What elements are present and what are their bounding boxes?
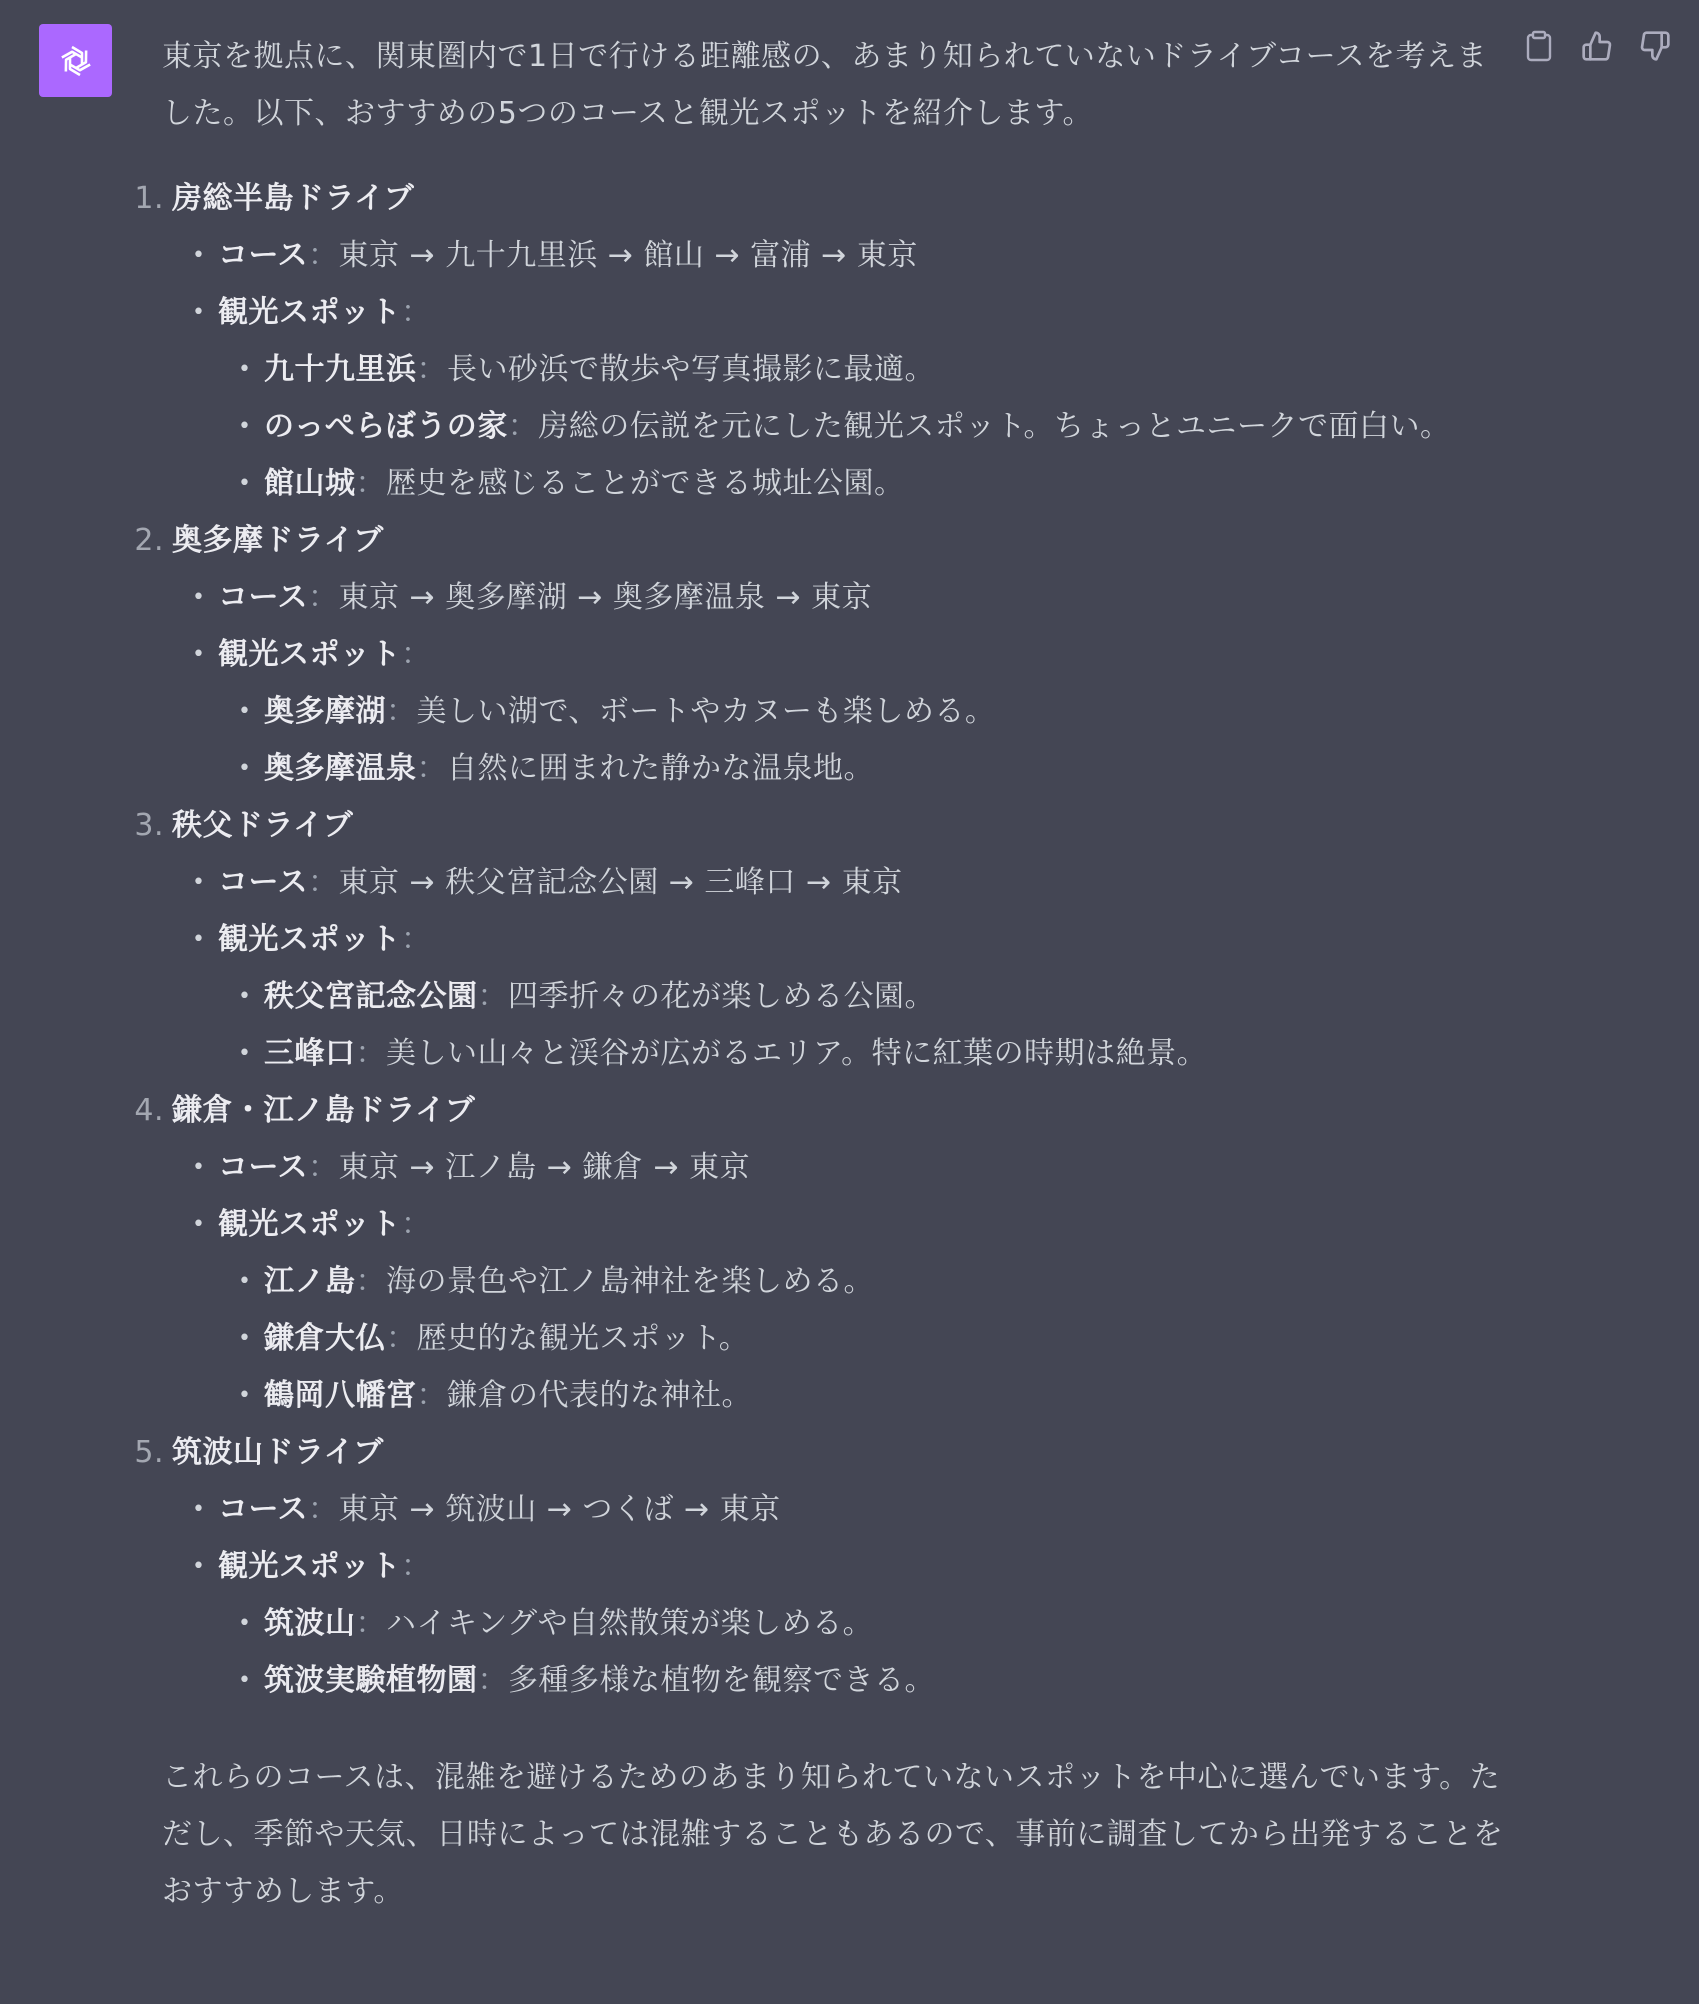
spot-description: 歴史を感じることができる城址公園。 bbox=[386, 466, 905, 501]
bullet bbox=[238, 1652, 251, 1709]
bullet bbox=[192, 1538, 205, 1595]
course-route-item bbox=[218, 227, 1475, 284]
bullet bbox=[238, 1025, 251, 1082]
spot-description: 房総の伝説を元にした観光スポット。ちょっとユニークで面白い。 bbox=[538, 409, 1451, 444]
assistant-message bbox=[134, 28, 1507, 1920]
spot-name: のっぺらぼうの家 bbox=[264, 409, 508, 444]
spot-item bbox=[264, 1652, 1475, 1709]
course-route-item bbox=[218, 854, 1475, 911]
bullet bbox=[238, 455, 251, 512]
bullet bbox=[238, 398, 251, 455]
spot-item bbox=[264, 1367, 1475, 1424]
course-route: 東京 → 秩父宮記念公園 → 三峰口 → 東京 bbox=[338, 865, 903, 900]
spot-name: 奥多摩湖 bbox=[264, 694, 386, 729]
bullet bbox=[238, 1310, 251, 1367]
course-number: 2. bbox=[134, 523, 164, 558]
course-route-item bbox=[218, 569, 1475, 626]
separator: ： bbox=[416, 1378, 447, 1413]
message-actions bbox=[1523, 30, 1671, 62]
course-details bbox=[172, 569, 1475, 797]
spot-description: ハイキングや自然散策が楽しめる。 bbox=[386, 1606, 874, 1641]
separator: ： bbox=[308, 865, 339, 900]
spot-item bbox=[264, 683, 1475, 740]
spot-description: 美しい湖で、ボートやカヌーも楽しめる。 bbox=[416, 694, 996, 729]
spot-list bbox=[218, 1595, 1475, 1709]
spot-description: 海の景色や江ノ島神社を楽しめる。 bbox=[386, 1264, 874, 1299]
copy-button[interactable] bbox=[1523, 30, 1555, 62]
openai-logo-icon bbox=[54, 39, 98, 83]
separator: ： bbox=[355, 1036, 386, 1071]
bullet bbox=[192, 911, 205, 968]
course-number: 3. bbox=[134, 808, 164, 843]
bullet bbox=[192, 1481, 205, 1538]
separator: ： bbox=[308, 238, 339, 273]
separator: ： bbox=[401, 637, 432, 672]
course-title: 房総半島ドライブ bbox=[172, 181, 415, 216]
course-item bbox=[130, 512, 1475, 797]
spot-description: 美しい山々と渓谷が広がるエリア。特に紅葉の時期は絶景。 bbox=[386, 1036, 1208, 1071]
spots-label: 観光スポット bbox=[218, 922, 401, 957]
spot-item bbox=[264, 968, 1475, 1025]
spot-item bbox=[264, 341, 1475, 398]
separator: ： bbox=[308, 580, 339, 615]
bullet bbox=[238, 968, 251, 1025]
separator: ： bbox=[416, 352, 447, 387]
course-title: 奥多摩ドライブ bbox=[172, 523, 384, 558]
course-route-label: コース bbox=[218, 580, 308, 615]
separator: ： bbox=[401, 922, 432, 957]
separator: ： bbox=[401, 295, 432, 330]
spot-item bbox=[264, 398, 1475, 455]
course-number: 1. bbox=[134, 181, 164, 216]
spot-name: 鎌倉大仏 bbox=[264, 1321, 386, 1356]
spot-name: 筑波山 bbox=[264, 1606, 356, 1641]
bullet bbox=[192, 626, 205, 683]
spots-label: 観光スポット bbox=[218, 637, 401, 672]
spot-list bbox=[218, 968, 1475, 1082]
separator: ： bbox=[401, 1207, 432, 1242]
spot-name: 館山城 bbox=[264, 466, 356, 501]
separator: ： bbox=[477, 979, 508, 1014]
course-route: 東京 → 江ノ島 → 鎌倉 → 東京 bbox=[338, 1150, 751, 1185]
bullet bbox=[192, 284, 205, 341]
separator: ： bbox=[386, 694, 417, 729]
spot-name: 江ノ島 bbox=[264, 1264, 356, 1299]
bullet bbox=[238, 683, 251, 740]
course-route-item bbox=[218, 1139, 1475, 1196]
course-route-label: コース bbox=[218, 1150, 308, 1185]
spots-item bbox=[218, 284, 1475, 512]
spots-label: 観光スポット bbox=[218, 1549, 401, 1584]
thumbs-up-button[interactable] bbox=[1581, 30, 1613, 62]
spots-item bbox=[218, 1538, 1475, 1709]
separator: ： bbox=[308, 1150, 339, 1185]
spot-list bbox=[218, 1253, 1475, 1424]
course-item bbox=[130, 797, 1475, 1082]
course-route-label: コース bbox=[218, 865, 308, 900]
spots-item bbox=[218, 911, 1475, 1082]
spot-description: 歴史的な観光スポット。 bbox=[416, 1321, 750, 1356]
separator: ： bbox=[355, 466, 386, 501]
course-route-label: コース bbox=[218, 1492, 308, 1527]
course-list bbox=[130, 170, 1475, 1709]
bullet bbox=[192, 227, 205, 284]
outro-paragraph: これらのコースは、混雑を避けるためのあまり知られていないスポットを中心に選んでいます。ただし、季節や天気、日時によっては混雑することもあるので、事前に調査してから出発することをおすすめします。 bbox=[162, 1760, 1504, 1909]
spot-item bbox=[264, 1253, 1475, 1310]
bullet bbox=[238, 1253, 251, 1310]
spots-item bbox=[218, 626, 1475, 797]
course-item bbox=[130, 170, 1475, 512]
spot-description: 長い砂浜で散歩や写真撮影に最適。 bbox=[447, 352, 935, 387]
bullet bbox=[192, 854, 205, 911]
bullet bbox=[192, 569, 205, 626]
course-title: 筑波山ドライブ bbox=[172, 1435, 384, 1470]
spot-item bbox=[264, 1310, 1475, 1367]
spot-description: 四季折々の花が楽しめる公園。 bbox=[508, 979, 935, 1014]
thumbs-down-button[interactable] bbox=[1639, 30, 1671, 62]
spot-item bbox=[264, 455, 1475, 512]
spot-name: 奥多摩温泉 bbox=[264, 751, 417, 786]
spot-item bbox=[264, 1595, 1475, 1652]
bullet bbox=[238, 740, 251, 797]
spot-name: 筑波実験植物園 bbox=[264, 1663, 478, 1698]
course-route-item bbox=[218, 1481, 1475, 1538]
clipboard-icon bbox=[1524, 30, 1554, 62]
spots-label: 観光スポット bbox=[218, 295, 401, 330]
spot-name: 三峰口 bbox=[264, 1036, 356, 1071]
course-details bbox=[172, 227, 1475, 512]
course-title: 鎌倉・江ノ島ドライブ bbox=[172, 1093, 476, 1128]
spots-item bbox=[218, 1196, 1475, 1424]
spot-name: 鶴岡八幡宮 bbox=[264, 1378, 417, 1413]
course-route: 東京 → 九十九里浜 → 館山 → 富浦 → 東京 bbox=[338, 238, 918, 273]
course-item bbox=[130, 1082, 1475, 1424]
course-route-label: コース bbox=[218, 238, 308, 273]
intro-paragraph: 東京を拠点に、関東圏内で1日で行ける距離感の、あまり知られていないドライブコースを考えました。以下、おすすめの5つのコースと観光スポットを紹介します。 bbox=[162, 39, 1488, 131]
separator: ： bbox=[355, 1264, 386, 1299]
course-route: 東京 → 筑波山 → つくば → 東京 bbox=[338, 1492, 781, 1527]
bullet bbox=[192, 1139, 205, 1196]
spot-description: 鎌倉の代表的な神社。 bbox=[447, 1378, 752, 1413]
course-route: 東京 → 奥多摩湖 → 奥多摩温泉 → 東京 bbox=[338, 580, 873, 615]
separator: ： bbox=[308, 1492, 339, 1527]
separator: ： bbox=[507, 409, 539, 444]
separator: ： bbox=[416, 751, 447, 786]
assistant-avatar bbox=[39, 24, 112, 97]
spot-list bbox=[218, 683, 1475, 797]
bullet bbox=[238, 341, 251, 398]
course-number: 4. bbox=[134, 1093, 164, 1128]
spot-item bbox=[264, 740, 1475, 797]
spots-label: 観光スポット bbox=[218, 1207, 401, 1242]
thumbs-up-icon bbox=[1581, 30, 1613, 62]
spot-name: 秩父宮記念公園 bbox=[264, 979, 478, 1014]
spot-list bbox=[218, 341, 1475, 512]
bullet bbox=[192, 1196, 205, 1253]
separator: ： bbox=[386, 1321, 417, 1356]
course-details bbox=[172, 854, 1475, 1082]
separator: ： bbox=[477, 1663, 508, 1698]
spot-description: 自然に囲まれた静かな温泉地。 bbox=[447, 751, 874, 786]
separator: ： bbox=[401, 1549, 432, 1584]
spot-description: 多種多様な植物を観察できる。 bbox=[508, 1663, 935, 1698]
bullet bbox=[238, 1367, 251, 1424]
course-title: 秩父ドライブ bbox=[172, 808, 354, 843]
course-number: 5. bbox=[134, 1435, 164, 1470]
course-item bbox=[130, 1424, 1475, 1709]
thumbs-down-icon bbox=[1639, 30, 1671, 62]
spot-name: 九十九里浜 bbox=[264, 352, 417, 387]
course-details bbox=[172, 1481, 1475, 1709]
course-details bbox=[172, 1139, 1475, 1424]
spot-item bbox=[264, 1025, 1475, 1082]
separator: ： bbox=[355, 1606, 386, 1641]
bullet bbox=[238, 1595, 251, 1652]
